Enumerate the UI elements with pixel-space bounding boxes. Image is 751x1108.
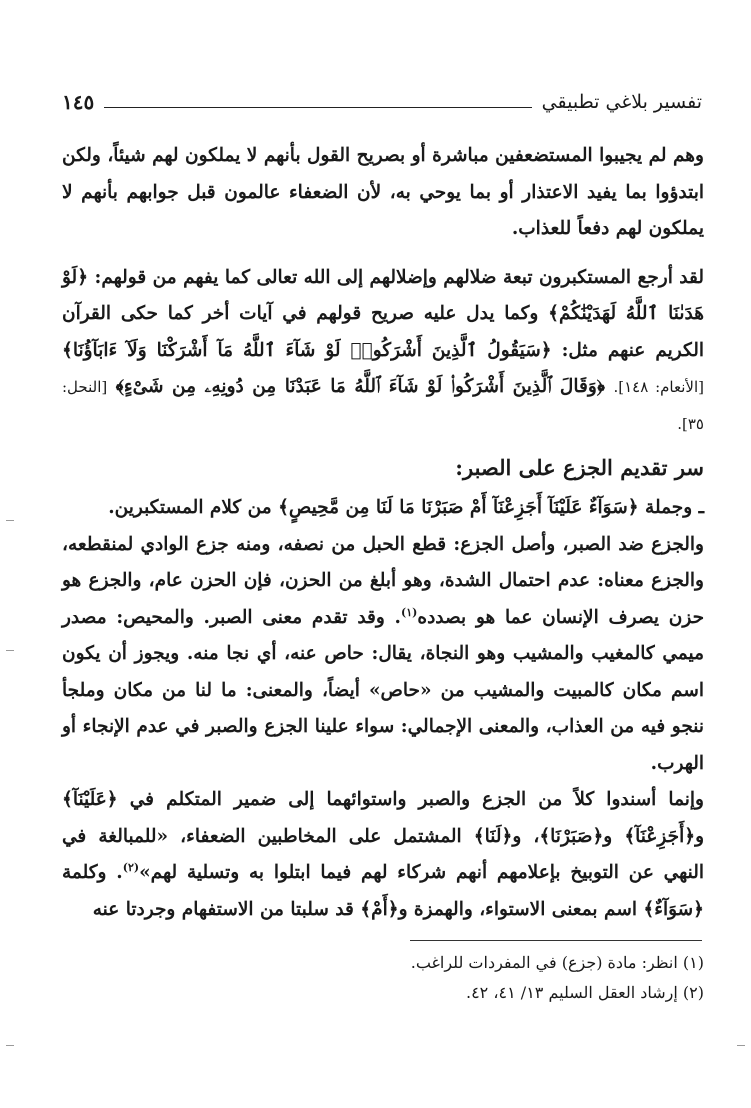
- paragraph-text: والجزع ضد الصبر، وأصل الجزع: قطع الحبل من نصفه، ومنه جزع الوادي لمنقطعه، والجزع معناه: عدم احتمال الشدة، وهو أبلغ من الحزن، فإن الحزن عام، والجزع هو حزن يصرف الإنسان عما هو بصدده: [62, 533, 705, 628]
- quran-word: ﴿صَبَرْنَا﴾: [539, 825, 604, 847]
- paragraph-text: وكما يدل عليه صريح قولهم في آيات أخر كما حكى القرآن الكريم عنهم مثل:: [62, 303, 704, 361]
- paragraph-text: قد سلبتا من الاستفهام وجردتا عنه: [92, 898, 354, 920]
- footnote-2: (٢) إرشاد العقل السليم ١٣/ ٤١، ٤٢.: [465, 983, 704, 1002]
- quran-verse: ﴿سَوَآءٌ عَلَيْنَآ أَجَزِعْنَآ أَمْ صَبَرْنَا مَا لَنَا مِن مَّحِيصٍ﴾: [278, 497, 639, 518]
- quran-verse: ﴿سَيَقُولُ ٱلَّذِينَ أَشْرَكُوا۟ لَوْ شَآءَ ٱللَّهُ مَآ أَشْرَكْنَا وَلَآ ءَابَآؤُنَا﴾: [62, 339, 552, 361]
- quran-word: ﴿أَمْ﴾: [360, 898, 399, 920]
- quran-verse: ﴿لَوْ هَدَىٰنَا ٱللَّهُ لَهَدَيْنَٰكُمْ﴾: [62, 266, 704, 324]
- paragraph-text: ، و: [512, 825, 540, 847]
- paragraph-text: المشتمل على المخاطبين الضعفاء، «للمبالغة في النهي عن التوبيخ بإعلامهم أنهم شركاء لهم فيما ابتلوا به وتسلية لهم»: [62, 825, 704, 883]
- section-heading: سر تقديم الجزع على الصبر:: [455, 455, 704, 480]
- paragraph: [62, 527, 704, 783]
- paragraph-text: من كلام المستكبرين.: [108, 497, 272, 518]
- margin-mark: [6, 1045, 14, 1046]
- book-title: تفسير بلاغي تطبيقي: [541, 91, 702, 113]
- footnotes: [62, 948, 704, 1008]
- paragraph-text: ـ وجملة: [645, 497, 704, 518]
- running-header: [62, 86, 702, 118]
- quran-word: ﴿أَجَزِعْنَآ﴾: [624, 825, 696, 847]
- paragraph-text: . وقد تقدم معنى الصبر. والمحيص: مصدر ميمي كالمغيب والمشيب وهو النجاة، يقال: حاص عنه، أي نجا منه. ويجوز أن يكون اسم مكان كالمبيت والمشيب من «حاص» أيضاً، والمعنى: ما لنا من مكان وملجأ ننجو فيه من العذاب، والمعنى الإجمالي: سواء علينا الجزع والصبر في عدم الإنجاء أو الهرب.: [62, 606, 704, 774]
- page-number: ١٤٥: [62, 90, 95, 114]
- paragraph-text: لقد أرجع المستكبرون تبعة ضلالهم وإضلالهم إلى الله تعالى كما يفهم من قولهم:: [94, 266, 704, 288]
- quran-word: ﴿لَنَا﴾: [473, 825, 513, 847]
- paragraph: [62, 490, 704, 527]
- footnote-marker[interactable]: (٢): [122, 860, 140, 874]
- paragraph: [62, 782, 704, 928]
- footnote-1: (١) انظر: مادة (جزع) في المفردات للراغب.: [410, 953, 704, 972]
- footnote-separator: [410, 940, 702, 941]
- verse-reference: [الأنعام: ١٤٨].: [613, 378, 704, 396]
- paragraph-text: و: [603, 825, 613, 847]
- margin-mark: [737, 1045, 745, 1046]
- margin-mark: [6, 520, 14, 521]
- paragraph: [62, 260, 704, 443]
- quran-word: ﴿عَلَيْنَآ﴾: [62, 789, 118, 810]
- paragraph-text: وإنما أسندوا كلاً من الجزع والصبر واستوائهما إلى ضمير المتكلم في: [129, 789, 704, 810]
- paragraph: [62, 138, 704, 248]
- paragraph-text: . وكلمة: [62, 862, 123, 883]
- header-rule: [104, 107, 531, 108]
- paragraph-text: اسم بمعنى الاستواء، والهمزة و: [398, 898, 637, 920]
- margin-mark: [6, 650, 14, 651]
- quran-verse: ﴿وَقَالَ ٱلَّذِينَ أَشْرَكُوا۟ لَوْ شَآءَ ٱللَّهُ مَا عَبَدْنَا مِن دُونِهِۦ مِن شَىْءٍ﴾: [115, 376, 605, 397]
- paragraph-text: وهم لم يجيبوا المستضعفين مباشرة أو بصريح القول بأنهم لا يملكون لهم شيئاً، ولكن ابتدؤوا بما يفيد الاعتذار أو بما يوحي به، لأن الضعفاء عالمون قبل جوابهم بأنهم لا يملكون لهم دفعاً للعذاب.: [62, 145, 704, 239]
- footnote-marker[interactable]: (١): [401, 605, 418, 619]
- main-text: [62, 138, 704, 928]
- paragraph-text: و: [695, 825, 704, 847]
- verse-reference: [النحل: ٣٥].: [62, 378, 704, 433]
- quran-word: ﴿سَوَآءٌ﴾: [643, 898, 704, 920]
